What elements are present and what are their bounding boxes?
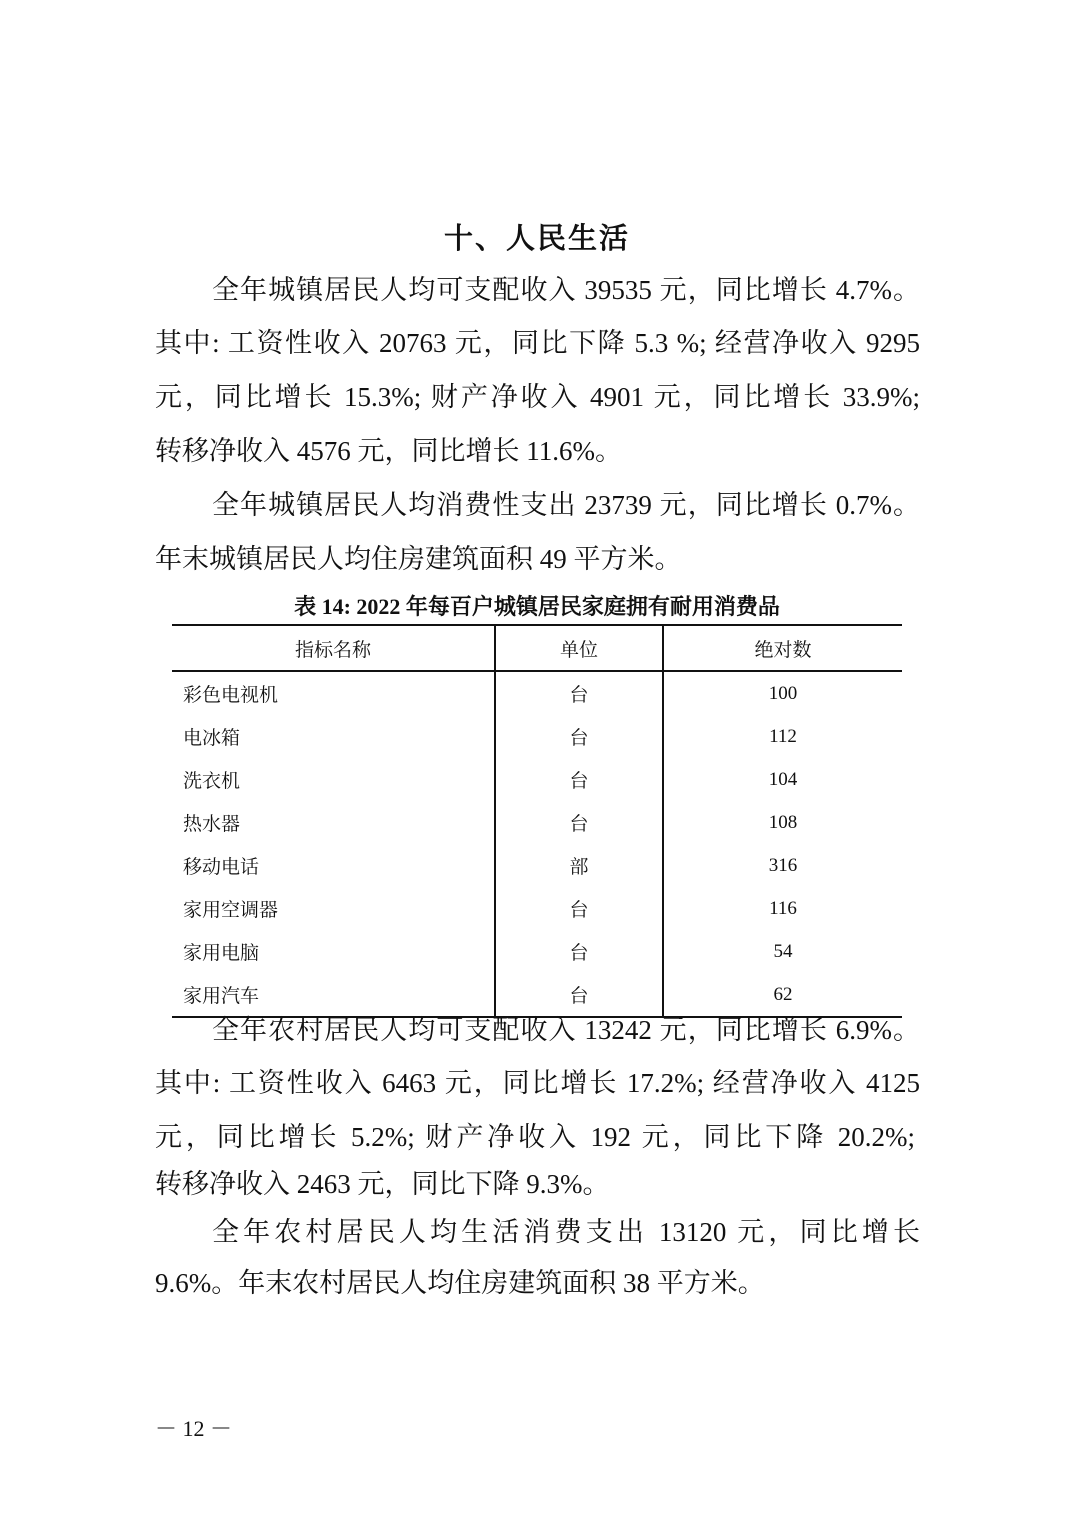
table-header-row — [172, 625, 902, 671]
text-line: 元，同比增长 15.3%; 财产净收入 4901 元，同比增长 33.9%; — [155, 382, 920, 412]
table-row — [172, 930, 902, 973]
value-cell: 112 — [769, 725, 797, 747]
text-line: 其中: 工资性收入 6463 元，同比增长 17.2%; 经营净收入 4125 — [155, 1068, 920, 1098]
table-caption: 表 14: 2022 年每百户城镇居民家庭拥有耐用消费品 — [294, 594, 780, 619]
unit-cell: 台 — [495, 758, 663, 801]
unit-cell: 部 — [495, 844, 663, 887]
value-cell: 316 — [768, 854, 798, 876]
table-row — [172, 671, 902, 715]
table-row — [172, 844, 902, 887]
value-cell: 62 — [663, 973, 902, 1017]
table-row — [172, 801, 902, 844]
table-row — [172, 758, 902, 801]
item-name-cell: 家用电脑 — [172, 930, 495, 973]
column-header: 单位 — [495, 625, 663, 671]
durable-goods-table — [172, 624, 902, 1018]
column-header: 绝对数 — [663, 625, 902, 671]
unit-cell: 台 — [495, 930, 663, 973]
value-cell: 104 — [768, 768, 798, 790]
value-cell: 108 — [768, 811, 798, 833]
text-line: 元，同比增长 5.2%; 财产净收入 192 元，同比下降 20.2%; — [155, 1122, 915, 1152]
unit-cell: 台 — [495, 801, 663, 844]
table-row — [172, 887, 902, 930]
text-line: 全年城镇居民人均消费性支出 23739 元，同比增长 0.7%。 — [212, 490, 920, 520]
text-line: 全年城镇居民人均可支配收入 39535 元，同比增长 4.7%。 — [212, 275, 920, 305]
item-name-cell: 彩色电视机 — [172, 671, 495, 715]
item-name-cell: 电冰箱 — [172, 715, 495, 758]
item-name-cell: 洗衣机 — [172, 758, 495, 801]
column-header: 指标名称 — [172, 625, 495, 671]
text-line: 全年农村居民人均可支配收入 13242 元，同比增长 6.9%。 — [212, 1015, 920, 1045]
text-line: 转移净收入 4576 元，同比增长 11.6%。 — [155, 436, 622, 466]
page-number: － 12 － — [155, 1416, 233, 1441]
text-line: 转移净收入 2463 元，同比下降 9.3%。 — [155, 1169, 610, 1199]
table-row — [172, 715, 902, 758]
text-line: 年末城镇居民人均住房建筑面积 49 平方米。 — [155, 544, 682, 574]
text-line: 全年农村居民人均生活消费支出 13120 元，同比增长 — [212, 1217, 920, 1247]
item-name-cell: 热水器 — [172, 801, 495, 844]
text-line: 其中: 工资性收入 20763 元，同比下降 5.3 %; 经营净收入 9295 — [155, 328, 920, 358]
value-cell: 116 — [769, 897, 797, 919]
unit-cell: 台 — [495, 671, 663, 715]
item-name-cell: 家用空调器 — [172, 887, 495, 930]
unit-cell: 台 — [495, 715, 663, 758]
unit-cell: 台 — [495, 887, 663, 930]
item-name-cell: 移动电话 — [172, 844, 495, 887]
text-line: 9.6%。年末农村居民人均住房建筑面积 38 平方米。 — [155, 1268, 765, 1298]
item-name-cell: 家用汽车 — [172, 973, 495, 1017]
section-title: 十、人民生活 — [443, 223, 630, 255]
unit-cell: 台 — [495, 973, 663, 1017]
value-cell: 54 — [773, 940, 793, 962]
value-cell: 100 — [768, 682, 798, 704]
